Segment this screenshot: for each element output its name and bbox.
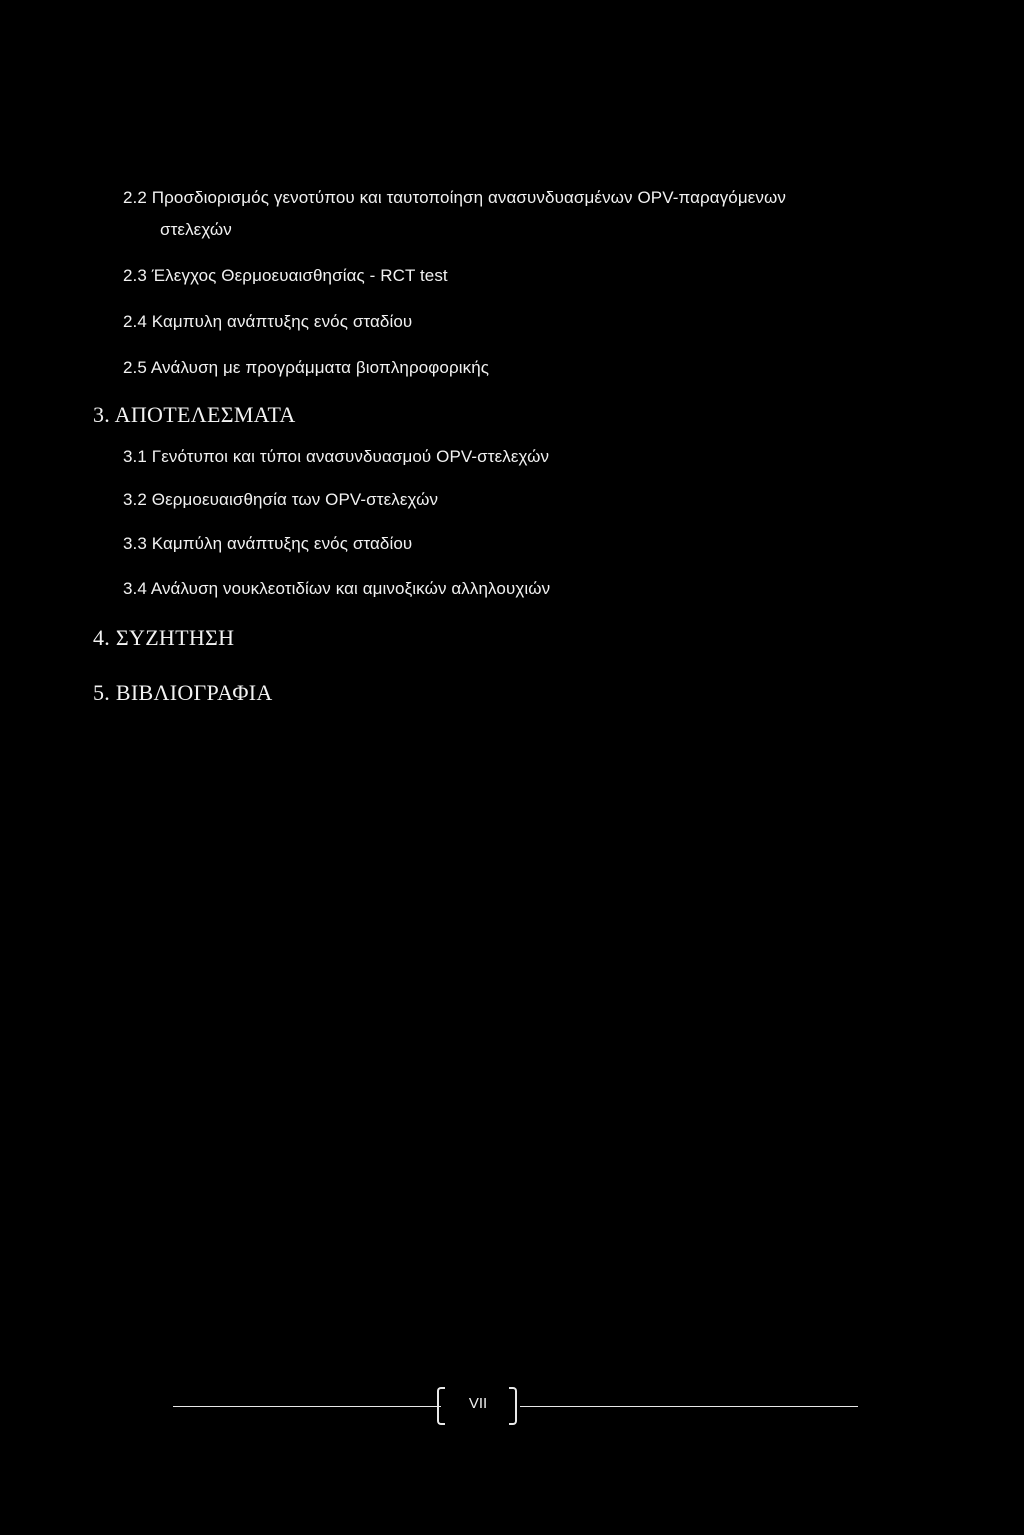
toc-chapter-5: 5. ΒΙΒΛΙΟΓΡΑΦΙΑ [93, 680, 273, 705]
toc-entry-2-4: 2.4 Καμπυλη ανάπτυξης ενός σταδίου [123, 312, 413, 331]
footer-rule-left [173, 1406, 441, 1407]
toc-entry-3-1: 3.1 Γενότυποι και τύποι ανασυνδυασμού OPV-στελεχών [123, 447, 550, 466]
toc-chapter-4: 4. ΣΥΖΗΤΗΣΗ [93, 625, 235, 650]
toc-entry-2-5: 2.5 Ανάλυση με προγράμματα βιοπληροφορικής [123, 358, 490, 377]
toc-entry-2-2-continued: στελεχών [160, 220, 232, 239]
toc-entry-2-3: 2.3 Έλεγχος Θερμοευαισθησίας - RCT test [123, 266, 448, 285]
left-brace-icon [437, 1387, 445, 1425]
page-number: VII [468, 1395, 488, 1412]
toc-entry-3-2: 3.2 Θερμοευαισθησία των OPV-στελεχών [123, 490, 439, 509]
toc-chapter-3: 3. ΑΠΟΤΕΛΕΣΜΑΤΑ [93, 402, 296, 427]
toc-entry-3-3: 3.3 Καμπύλη ανάπτυξης ενός σταδίου [123, 534, 413, 553]
toc-entry-3-4: 3.4 Ανάλυση νουκλεοτιδίων και αμινοξικών αλληλουχιών [123, 579, 551, 598]
toc-entry-2-2: 2.2 Προσδιορισμός γενοτύπου και ταυτοποίηση ανασυνδυασμένων OPV-παραγόμενων [123, 188, 787, 207]
footer-rule-right [520, 1406, 858, 1407]
right-brace-icon [509, 1387, 517, 1425]
